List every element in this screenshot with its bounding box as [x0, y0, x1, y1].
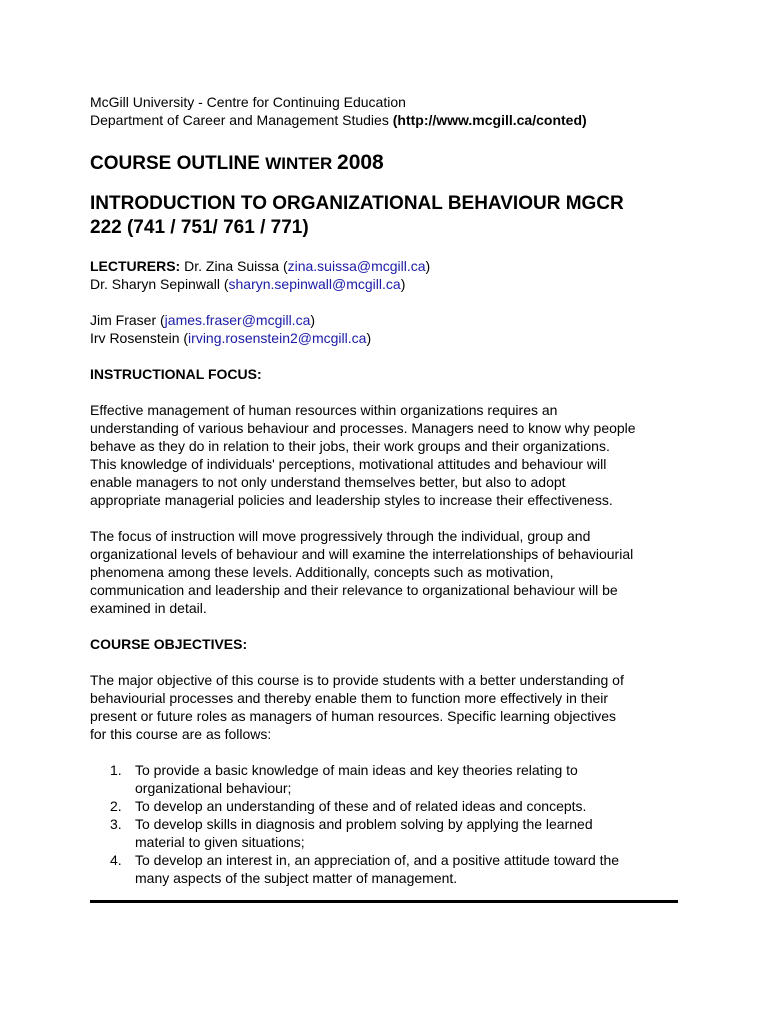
- instructional-focus-heading: INSTRUCTIONAL FOCUS:: [90, 366, 262, 382]
- department-name: Department of Career and Management Studies: [90, 112, 393, 128]
- paragraph-line: This knowledge of individuals' perceptions, motivational attitudes and behaviour will: [90, 456, 607, 472]
- lecturer-name: Dr. Sharyn Sepinwall (: [90, 276, 229, 292]
- course-outline-term: WINTER: [265, 154, 338, 173]
- paragraph-line: for this course are as follows:: [90, 726, 272, 742]
- course-title: [90, 192, 690, 240]
- paragraph-line: The major objective of this course is to provide students with a better understanding of: [90, 672, 624, 688]
- lecturer-row: Jim Fraser (james.fraser@mcgill.ca): [90, 312, 316, 328]
- course-title-line: 222 (741 / 751/ 761 / 771): [90, 217, 309, 238]
- focus-paragraph-1: [90, 401, 690, 509]
- objective-number: 4.: [110, 852, 122, 868]
- objective-number: 2.: [110, 798, 122, 814]
- department-url: (http://www.mcgill.ca/conted): [392, 112, 587, 128]
- objective-text-line: To develop an interest in, an appreciation of, and a positive attitude toward the: [135, 852, 620, 868]
- lecturer-email-link[interactable]: irving.rosenstein2@mcgill.ca: [188, 330, 367, 346]
- objectives-list: [90, 761, 690, 887]
- lecturer-name: Dr. Zina Suissa (: [180, 258, 288, 274]
- lecturer-name: Irv Rosenstein (: [90, 330, 189, 346]
- paragraph-line: phenomena among these levels. Additionally, concepts such as motivation,: [90, 564, 554, 580]
- objective-text-line: material to given situations;: [135, 834, 305, 850]
- course-outline-prefix: COURSE OUTLINE: [90, 153, 266, 174]
- lecturer-email-link[interactable]: sharyn.sepinwall@mcgill.ca: [228, 276, 401, 292]
- paragraph-line: behave as they do in relation to their jobs, their work groups and their organizations.: [90, 438, 610, 454]
- focus-paragraph-2: [90, 527, 690, 617]
- course-title-line: INTRODUCTION TO ORGANIZATIONAL BEHAVIOUR MGCR: [90, 193, 624, 214]
- paragraph-line: examined in detail.: [90, 600, 207, 616]
- paragraph-line: The focus of instruction will move progressively through the individual, group and: [90, 528, 591, 544]
- course-outline-year: 2008: [337, 151, 384, 174]
- objective-item: [90, 797, 690, 815]
- objective-number: 1.: [110, 762, 122, 778]
- paragraph-line: behaviourial processes and thereby enable them to function more effectively in their: [90, 690, 609, 706]
- lecturer-row: Dr. Sharyn Sepinwall (sharyn.sepinwall@mcgill.ca): [90, 276, 406, 292]
- objective-text-line: many aspects of the subject matter of management.: [135, 870, 458, 886]
- paragraph-line: present or future roles as managers of human resources. Specific learning objectives: [90, 708, 617, 724]
- institution-line: McGill University - Centre for Continuing Education: [90, 94, 406, 110]
- lecturers-label: LECTURERS:: [90, 258, 181, 274]
- objective-text-line: To develop an understanding of these and of related ideas and concepts.: [135, 798, 587, 814]
- objective-item: [90, 851, 690, 887]
- paragraph-line: enable managers to not only understand themselves better, but also to adopt: [90, 474, 566, 490]
- horizontal-rule: [90, 900, 678, 903]
- lecturer-row: LECTURERS: Dr. Zina Suissa (zina.suissa@mcgill.ca): [90, 258, 431, 274]
- department-line: [90, 111, 690, 129]
- objective-item: [90, 761, 690, 797]
- objective-text-line: To develop skills in diagnosis and problem solving by applying the learned: [135, 816, 593, 832]
- paragraph-line: Effective management of human resources within organizations requires an: [90, 402, 558, 418]
- paragraph-line: appropriate managerial policies and leadership styles to increase their effectiveness.: [90, 492, 613, 508]
- lecturer-row: Irv Rosenstein (irving.rosenstein2@mcgill.ca): [90, 330, 372, 346]
- document-page: [90, 93, 690, 887]
- objective-text-line: To provide a basic knowledge of main ideas and key theories relating to: [135, 762, 578, 778]
- objective-text-line: organizational behaviour;: [135, 780, 292, 796]
- paragraph-line: organizational levels of behaviour and will examine the interrelationships of behaviourial: [90, 546, 634, 562]
- lecturer-name: Jim Fraser (: [90, 312, 165, 328]
- paragraph-line: communication and leadership and their relevance to organizational behaviour will be: [90, 582, 618, 598]
- course-objectives-heading: COURSE OBJECTIVES:: [90, 636, 248, 652]
- lecturer-email-link[interactable]: zina.suissa@mcgill.ca: [287, 258, 426, 274]
- paragraph-line: understanding of various behaviour and processes. Managers need to know why people: [90, 420, 636, 436]
- objectives-intro: [90, 671, 690, 743]
- lecturer-email-link[interactable]: james.fraser@mcgill.ca: [164, 312, 311, 328]
- course-outline-heading: [90, 151, 690, 176]
- objective-number: 3.: [110, 816, 122, 832]
- objective-item: [90, 815, 690, 851]
